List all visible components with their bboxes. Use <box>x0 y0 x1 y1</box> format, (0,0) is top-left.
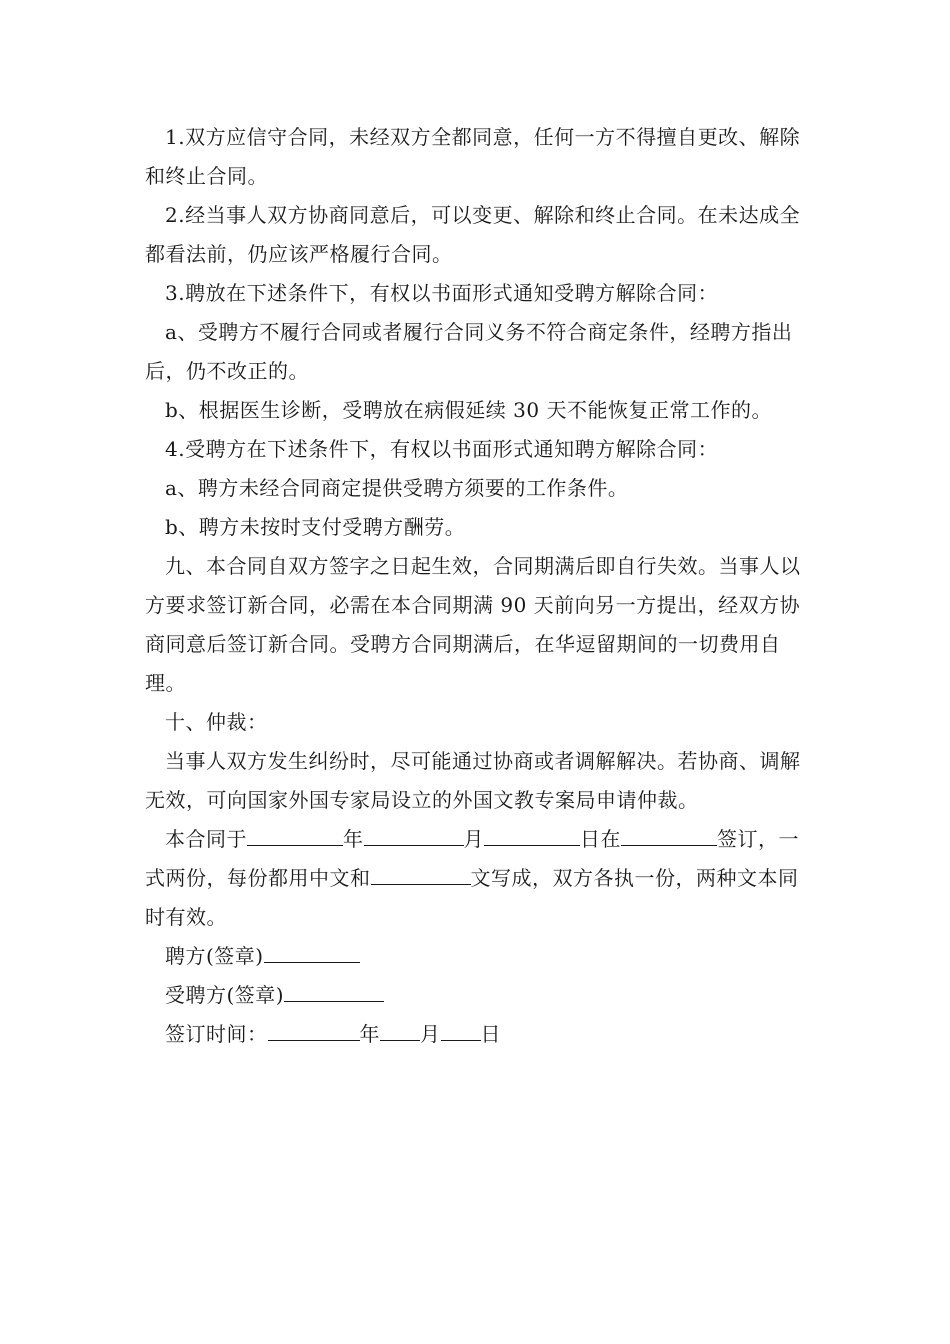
employer-signature-blank[interactable] <box>264 938 360 963</box>
blank-language[interactable] <box>371 860 471 885</box>
signing-text-b: 年 <box>343 827 364 851</box>
section-10-text: 当事人双方发生纠纷时，尽可能通过协商或者调解解决。若协商、调解无效，可向国家外国专家局设立的外国文教专案局申请仲裁。 <box>145 749 801 812</box>
signing-date-month: 月 <box>420 1022 441 1046</box>
signing-date-label: 签订时间： <box>165 1022 268 1046</box>
signing-text-d: 日在 <box>580 827 621 851</box>
clause-4: 4.受聘方在下述条件下，有权以书面形式通知聘方解除合同： <box>165 437 719 461</box>
section-9: 九、本合同自双方签字之日起生效，合同期满后即自行失效。当事人以方要求签订新合同，必需在本合同期满 90 天前向另一方提出，经双方协商同意后签订新合同。受聘方合同期满后，在华逗留期间的一切费用自理。 <box>145 554 801 695</box>
document-body <box>145 118 813 1054</box>
employer-signature-line <box>145 937 813 976</box>
clause-1: 1.双方应信守合同，未经双方全都同意，任何一方不得擅自更改、解除和终止合同。 <box>145 125 801 188</box>
section-10-heading: 十、仲裁： <box>165 710 268 734</box>
employee-signature-line <box>145 976 813 1015</box>
signing-text-a: 本合同于 <box>165 827 247 851</box>
signing-date-year-blank[interactable] <box>268 1016 360 1041</box>
blank-day[interactable] <box>484 821 580 846</box>
clause-4b: b、聘方未按时支付受聘方酬劳。 <box>165 515 466 539</box>
signing-text-c: 月 <box>463 827 484 851</box>
clause-3b: b、根据医生诊断，受聘放在病假延续 30 天不能恢复正常工作的。 <box>165 398 772 422</box>
employer-signature-label: 聘方(签章) <box>165 944 264 968</box>
employee-signature-label: 受聘方(签章) <box>165 983 285 1007</box>
signing-date-line <box>145 1015 813 1054</box>
clause-4a: a、聘方未经合同商定提供受聘方须要的工作条件。 <box>165 476 629 500</box>
signing-date-day-blank[interactable] <box>441 1016 481 1041</box>
signing-text-f: 文写成，双方各执一份，两种文本同时有效。 <box>145 866 799 929</box>
signing-clause <box>145 820 813 937</box>
blank-month[interactable] <box>364 821 464 846</box>
signing-date-month-blank[interactable] <box>380 1016 420 1041</box>
signing-date-day: 日 <box>480 1022 501 1046</box>
signing-date-year: 年 <box>359 1022 380 1046</box>
clause-3: 3.聘放在下述条件下，有权以书面形式通知受聘方解除合同： <box>165 281 719 305</box>
clause-3a: a、受聘方不履行合同或者履行合同义务不符合商定条件，经聘方指出后，仍不改正的。 <box>145 320 793 383</box>
blank-year[interactable] <box>247 821 343 846</box>
blank-place[interactable] <box>621 821 717 846</box>
clause-2: 2.经当事人双方协商同意后，可以变更、解除和终止合同。在未达成全都看法前，仍应该严格履行合同。 <box>145 203 801 266</box>
employee-signature-blank[interactable] <box>284 977 384 1002</box>
signing-text-e: 签订，一式两份，每份都用中文和 <box>145 827 799 890</box>
